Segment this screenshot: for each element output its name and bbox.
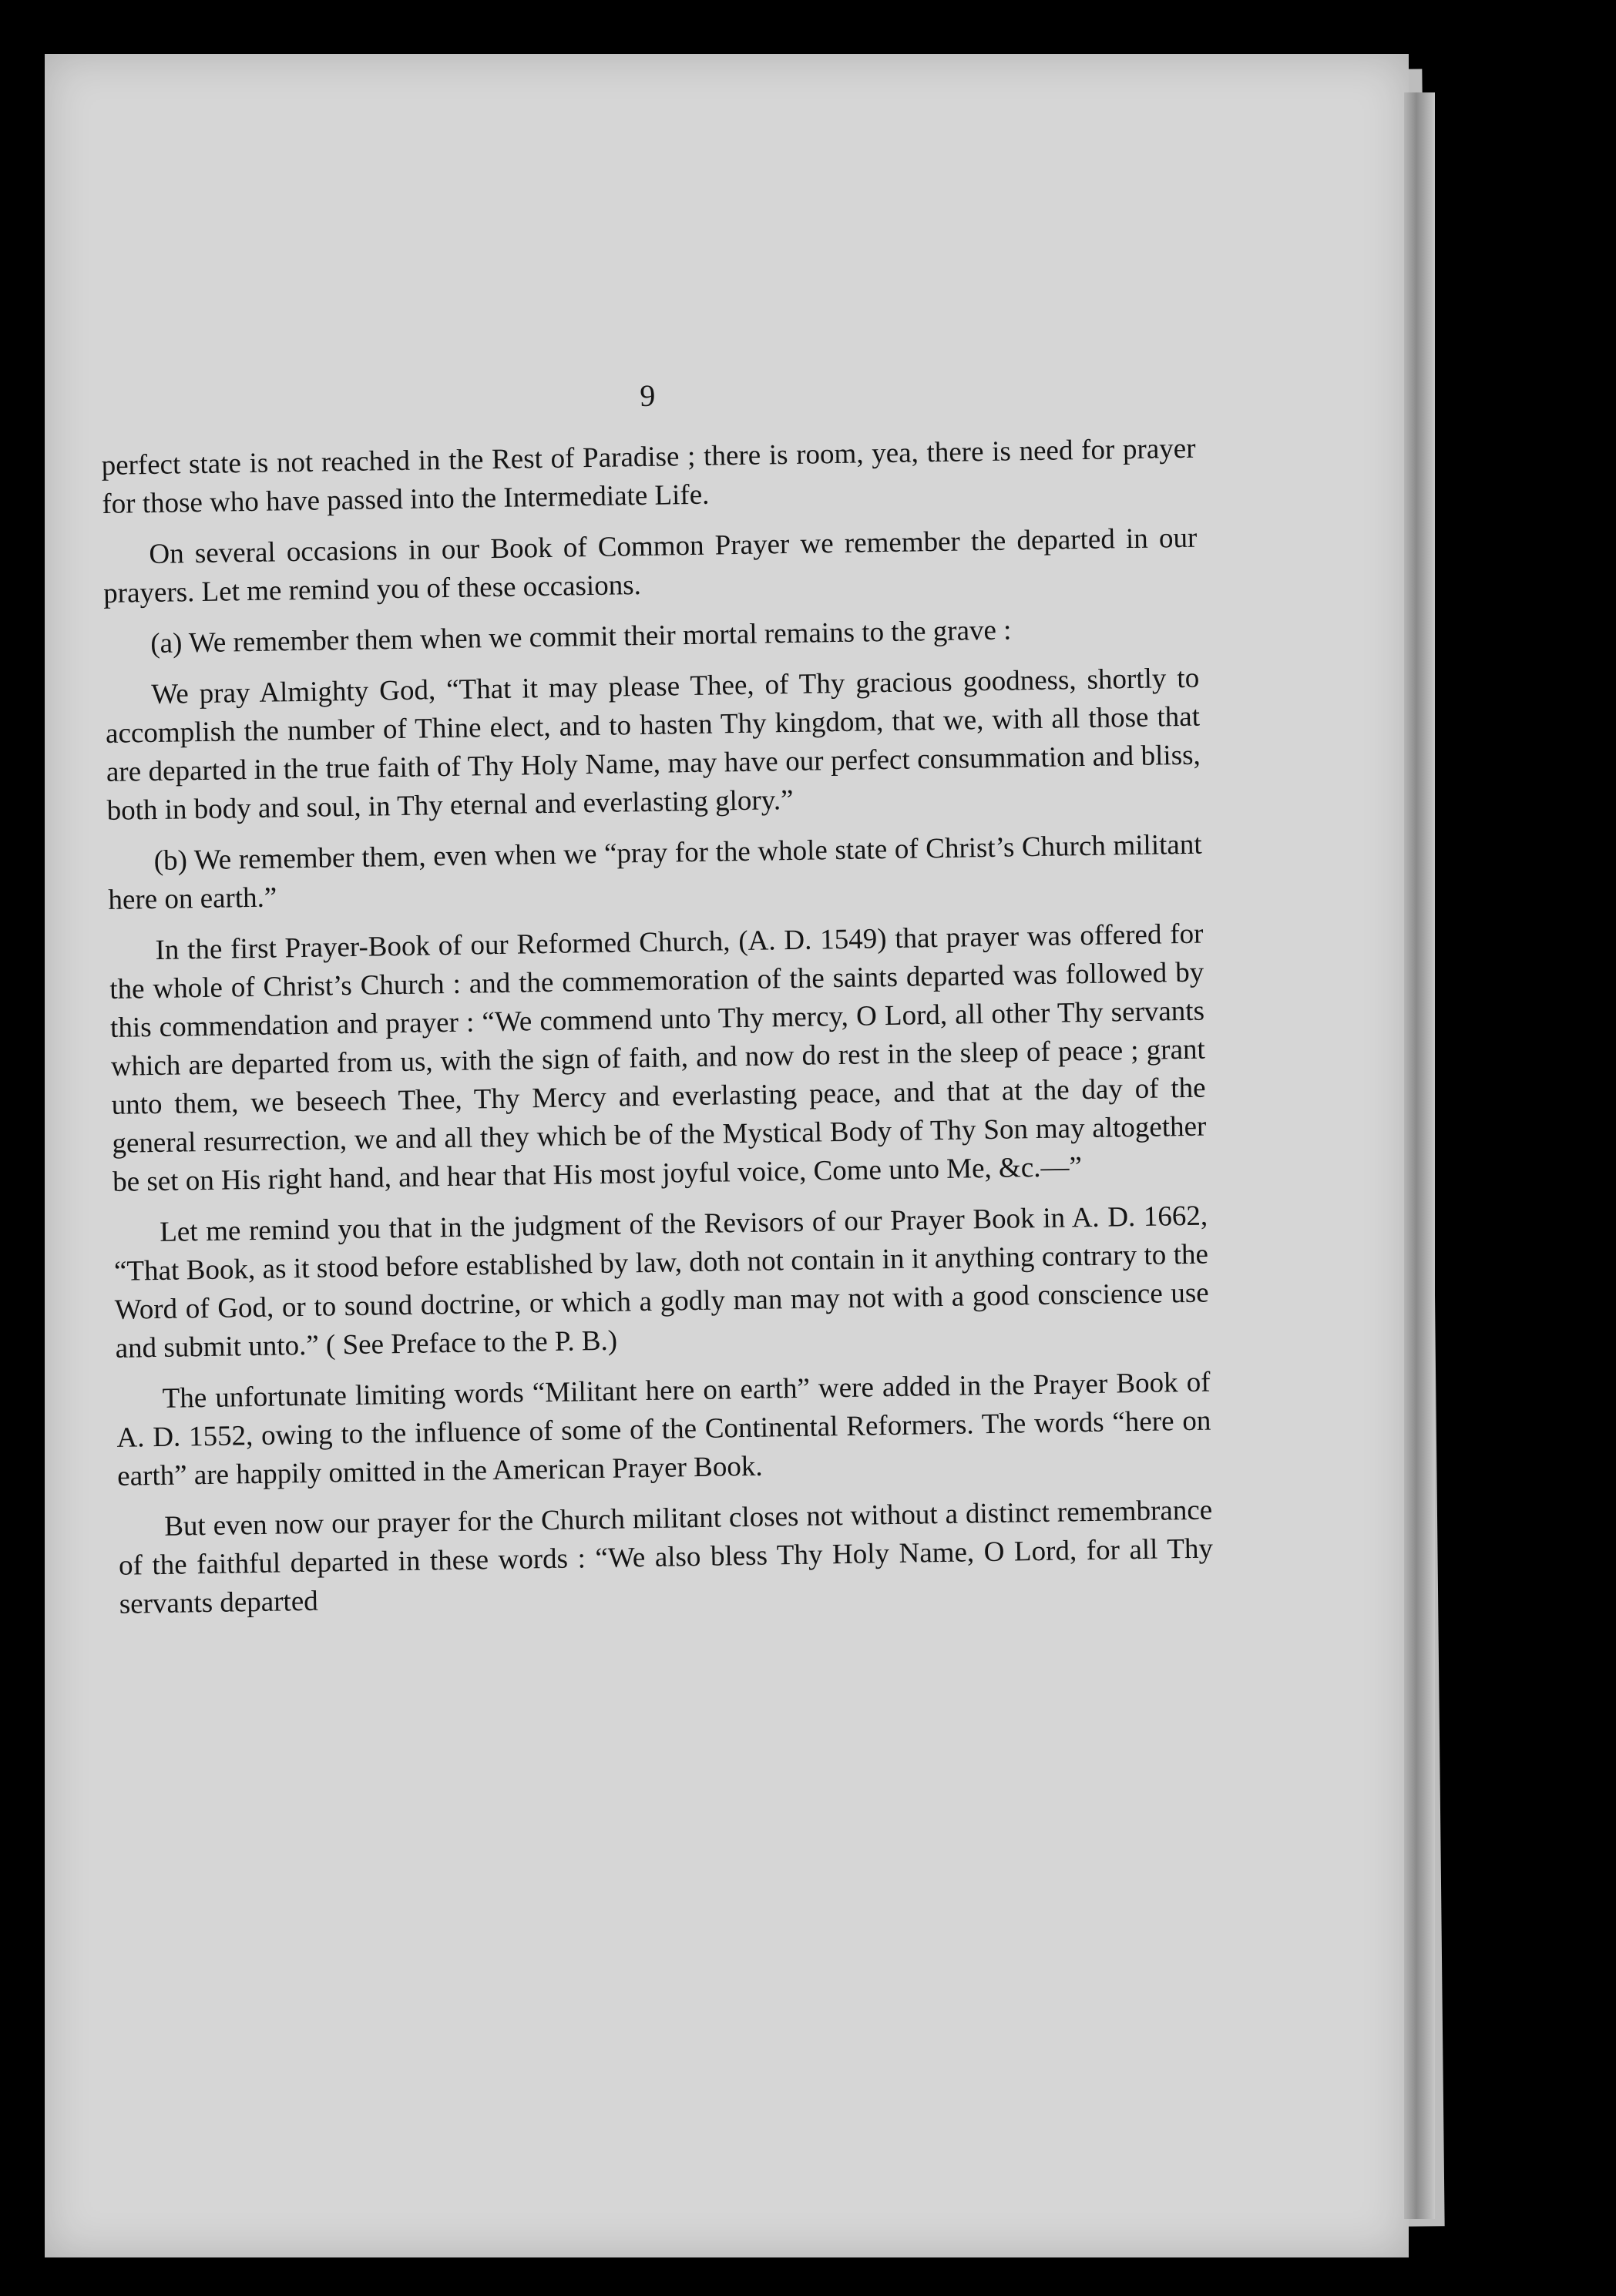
- paragraph-9: But even now our prayer for the Church militant closes not without a distinct remembrance of the faithful departed in these words : “We also bless Thy Holy Name, O Lord, for all Thy servants departed: [118, 1494, 1214, 1620]
- paragraph-4: We pray Almighty God, “That it may please Thee, of Thy gracious goodness, shortly to accomplish the number of Thine elect, and to hasten Thy kingdom, that we, with all those that are departed in the true faith of Thy Holy Name, may have our perfect consummation and bliss, both in body and soul, in Thy eternal and everlasting glory.”: [105, 662, 1201, 827]
- paragraph-3: (a) We remember them when we commit their mortal remains to the grave :: [150, 614, 1012, 660]
- paragraph-6: In the first Prayer-Book of our Reformed Church, (A. D. 1549) that prayer was offered for the whole of Christ’s Church : and the commemoration of the saints departed was followed by this commendation and prayer : “We commend unto Thy mercy, O Lord, all other Thy servants which are departed from us, with the sign of faith, and now do rest in the sleep of peace ; grant unto them, we beseech Thee, Thy Mercy and everlasting peace, and that at the day of the general resurrection, we and all they which be of the Mystical Body of Thy Son may altogether be set on His right hand, and hear that His most joyful voice, Come unto Me, &c.—”: [109, 918, 1207, 1198]
- page-text: [100, 368, 1214, 1636]
- paragraph-1: perfect state is not reached in the Rest of Paradise ; there is room, yea, there is need for prayer for those who have passed into the Intermediate Life.: [101, 432, 1196, 520]
- paragraph-5: (b) We remember them, even when we “pray for the whole state of Christ’s Church militant here on earth.”: [108, 828, 1202, 916]
- page-number: 9: [639, 378, 656, 413]
- paragraph-7: Let me remind you that in the judgment of the Revisors of our Prayer Book in A. D. 1662, “That Book, as it stood before established by law, doth not contain in it anything contrary to the Word of God, or to sound doctrine, or which a godly man may not with a good conscience use and submit unto.” ( See Preface to the P. B.): [113, 1200, 1210, 1365]
- page-fold-edge: [1404, 92, 1435, 2219]
- paragraph-2: On several occasions in our Book of Common Prayer we remember the departed in our prayers. Let me remind you of these occasions.: [102, 522, 1198, 609]
- paragraph-8: The unfortunate limiting words “Militant here on earth” were added in the Prayer Book of A. D. 1552, owing to the influence of some of the Continental Reformers. The words “here on earth” are happily omitted in the American Prayer Book.: [116, 1366, 1211, 1492]
